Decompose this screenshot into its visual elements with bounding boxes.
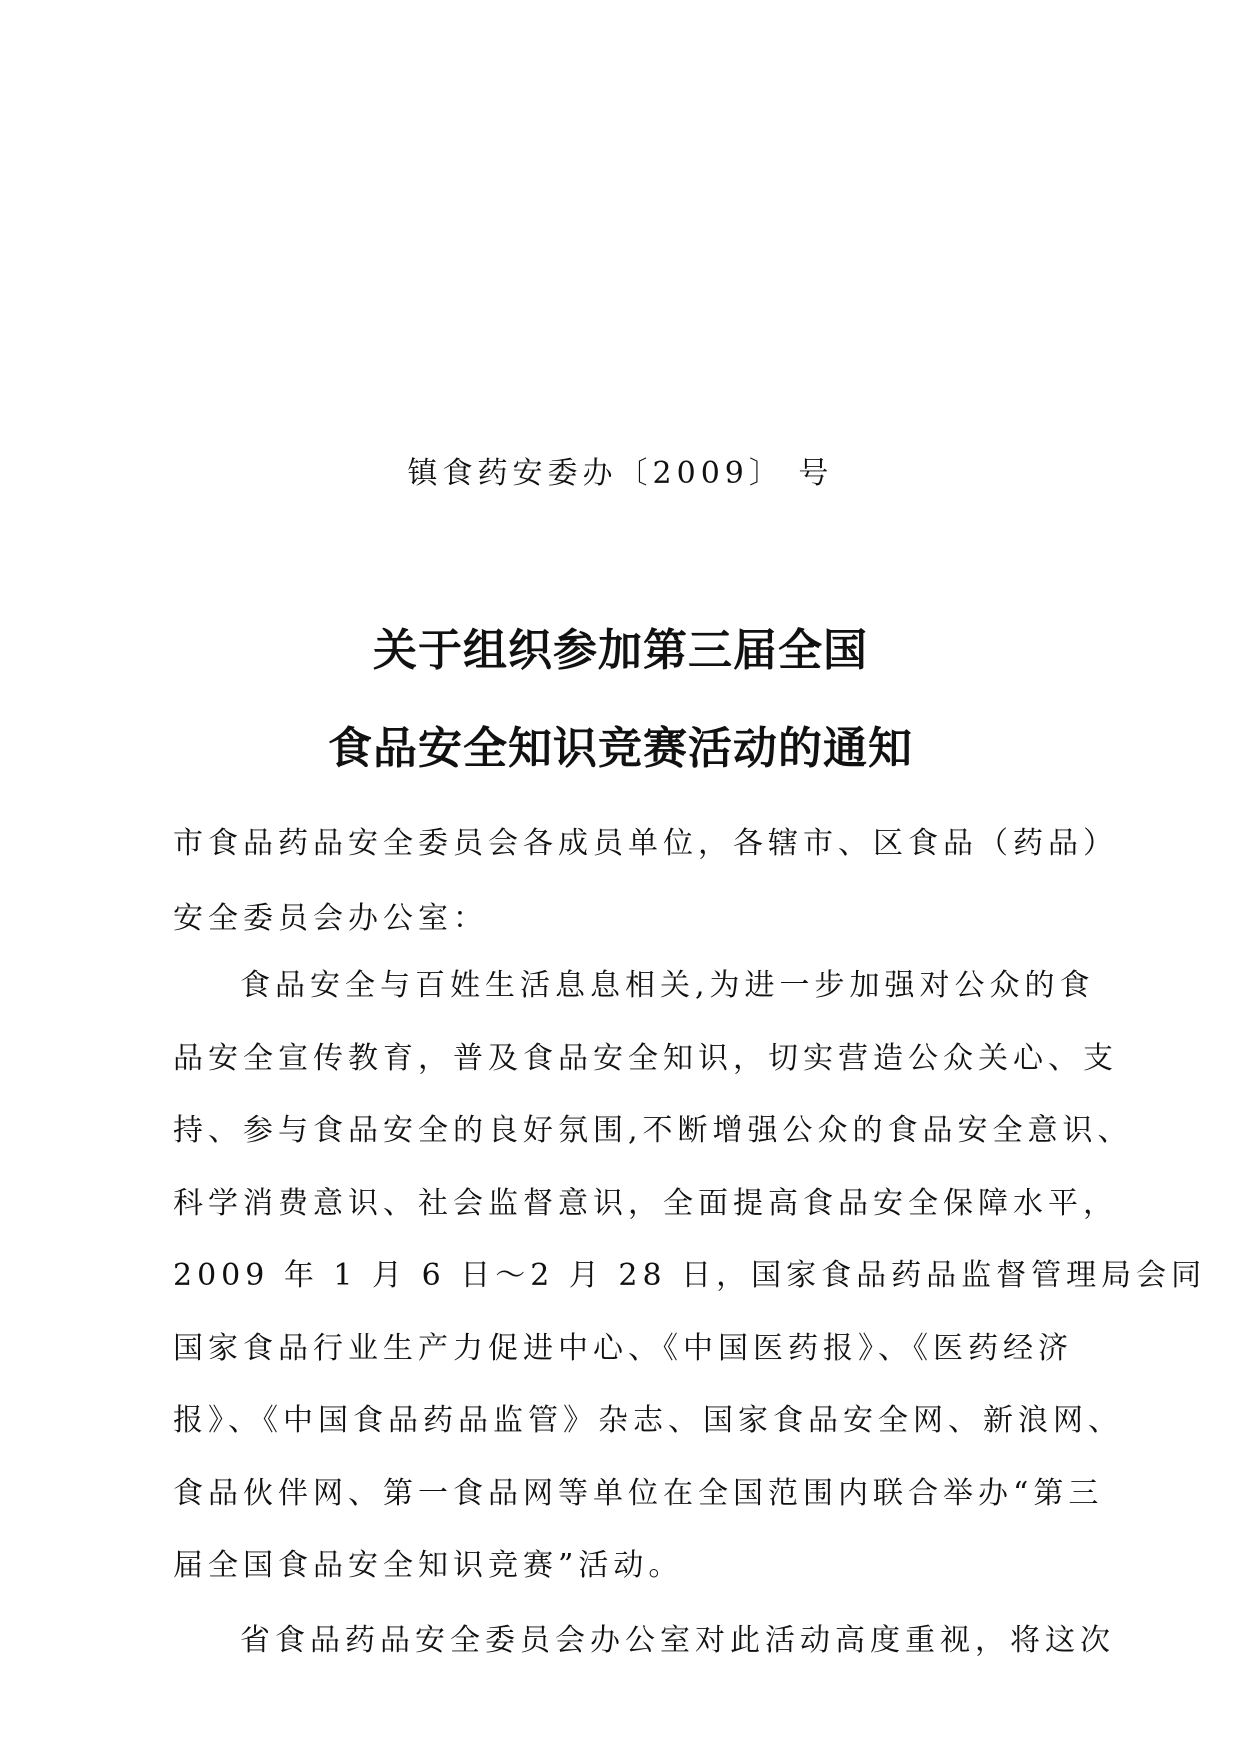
paragraph-1-line-7: 报》、《中国食品药品监管》杂志、国家食品安全网、新浪网、 [173, 1403, 1123, 1438]
paragraph-2-line-1: 省食品药品安全委员会办公室对此活动高度重视，将这次 [240, 1623, 1115, 1658]
paragraph-1-line-4: 科学消费意识、社会监督意识，全面提高食品安全保障水平， [173, 1186, 1118, 1221]
paragraph-1-line-1: 食品安全与百姓生活息息相关,为进一步加强对公众的食 [240, 968, 1095, 1003]
paragraph-1-line-6: 国家食品行业生产力促进中心、《中国医药报》、《医药经济 [173, 1331, 1073, 1366]
title-line-2: 食品安全知识竞赛活动的通知 [328, 723, 913, 774]
paragraph-1-line-2: 品安全宣传教育，普及食品安全知识，切实营造公众关心、支 [173, 1041, 1118, 1076]
recipients-line-2: 安全委员会办公室： [173, 901, 488, 936]
recipients-line-1: 市食品药品安全委员会各成员单位，各辖市、区食品（药品） [173, 826, 1118, 861]
paragraph-1-line-9: 届全国食品安全知识竞赛”活动。 [173, 1548, 684, 1583]
paragraph-1-line-3: 持、参与食品安全的良好氛围,不断增强公众的食品安全意识、 [173, 1113, 1133, 1148]
document-number: 镇食药安委办〔2009〕 号 [407, 456, 834, 491]
title-line-1: 关于组织参加第三届全国 [373, 625, 868, 676]
paragraph-1-line-8: 食品伙伴网、第一食品网等单位在全国范围内联合举办“第三 [173, 1476, 1104, 1511]
paragraph-1-line-5: 2009 年 1 月 6 日～2 月 28 日，国家食品药品监督管理局会同 [173, 1258, 1207, 1293]
